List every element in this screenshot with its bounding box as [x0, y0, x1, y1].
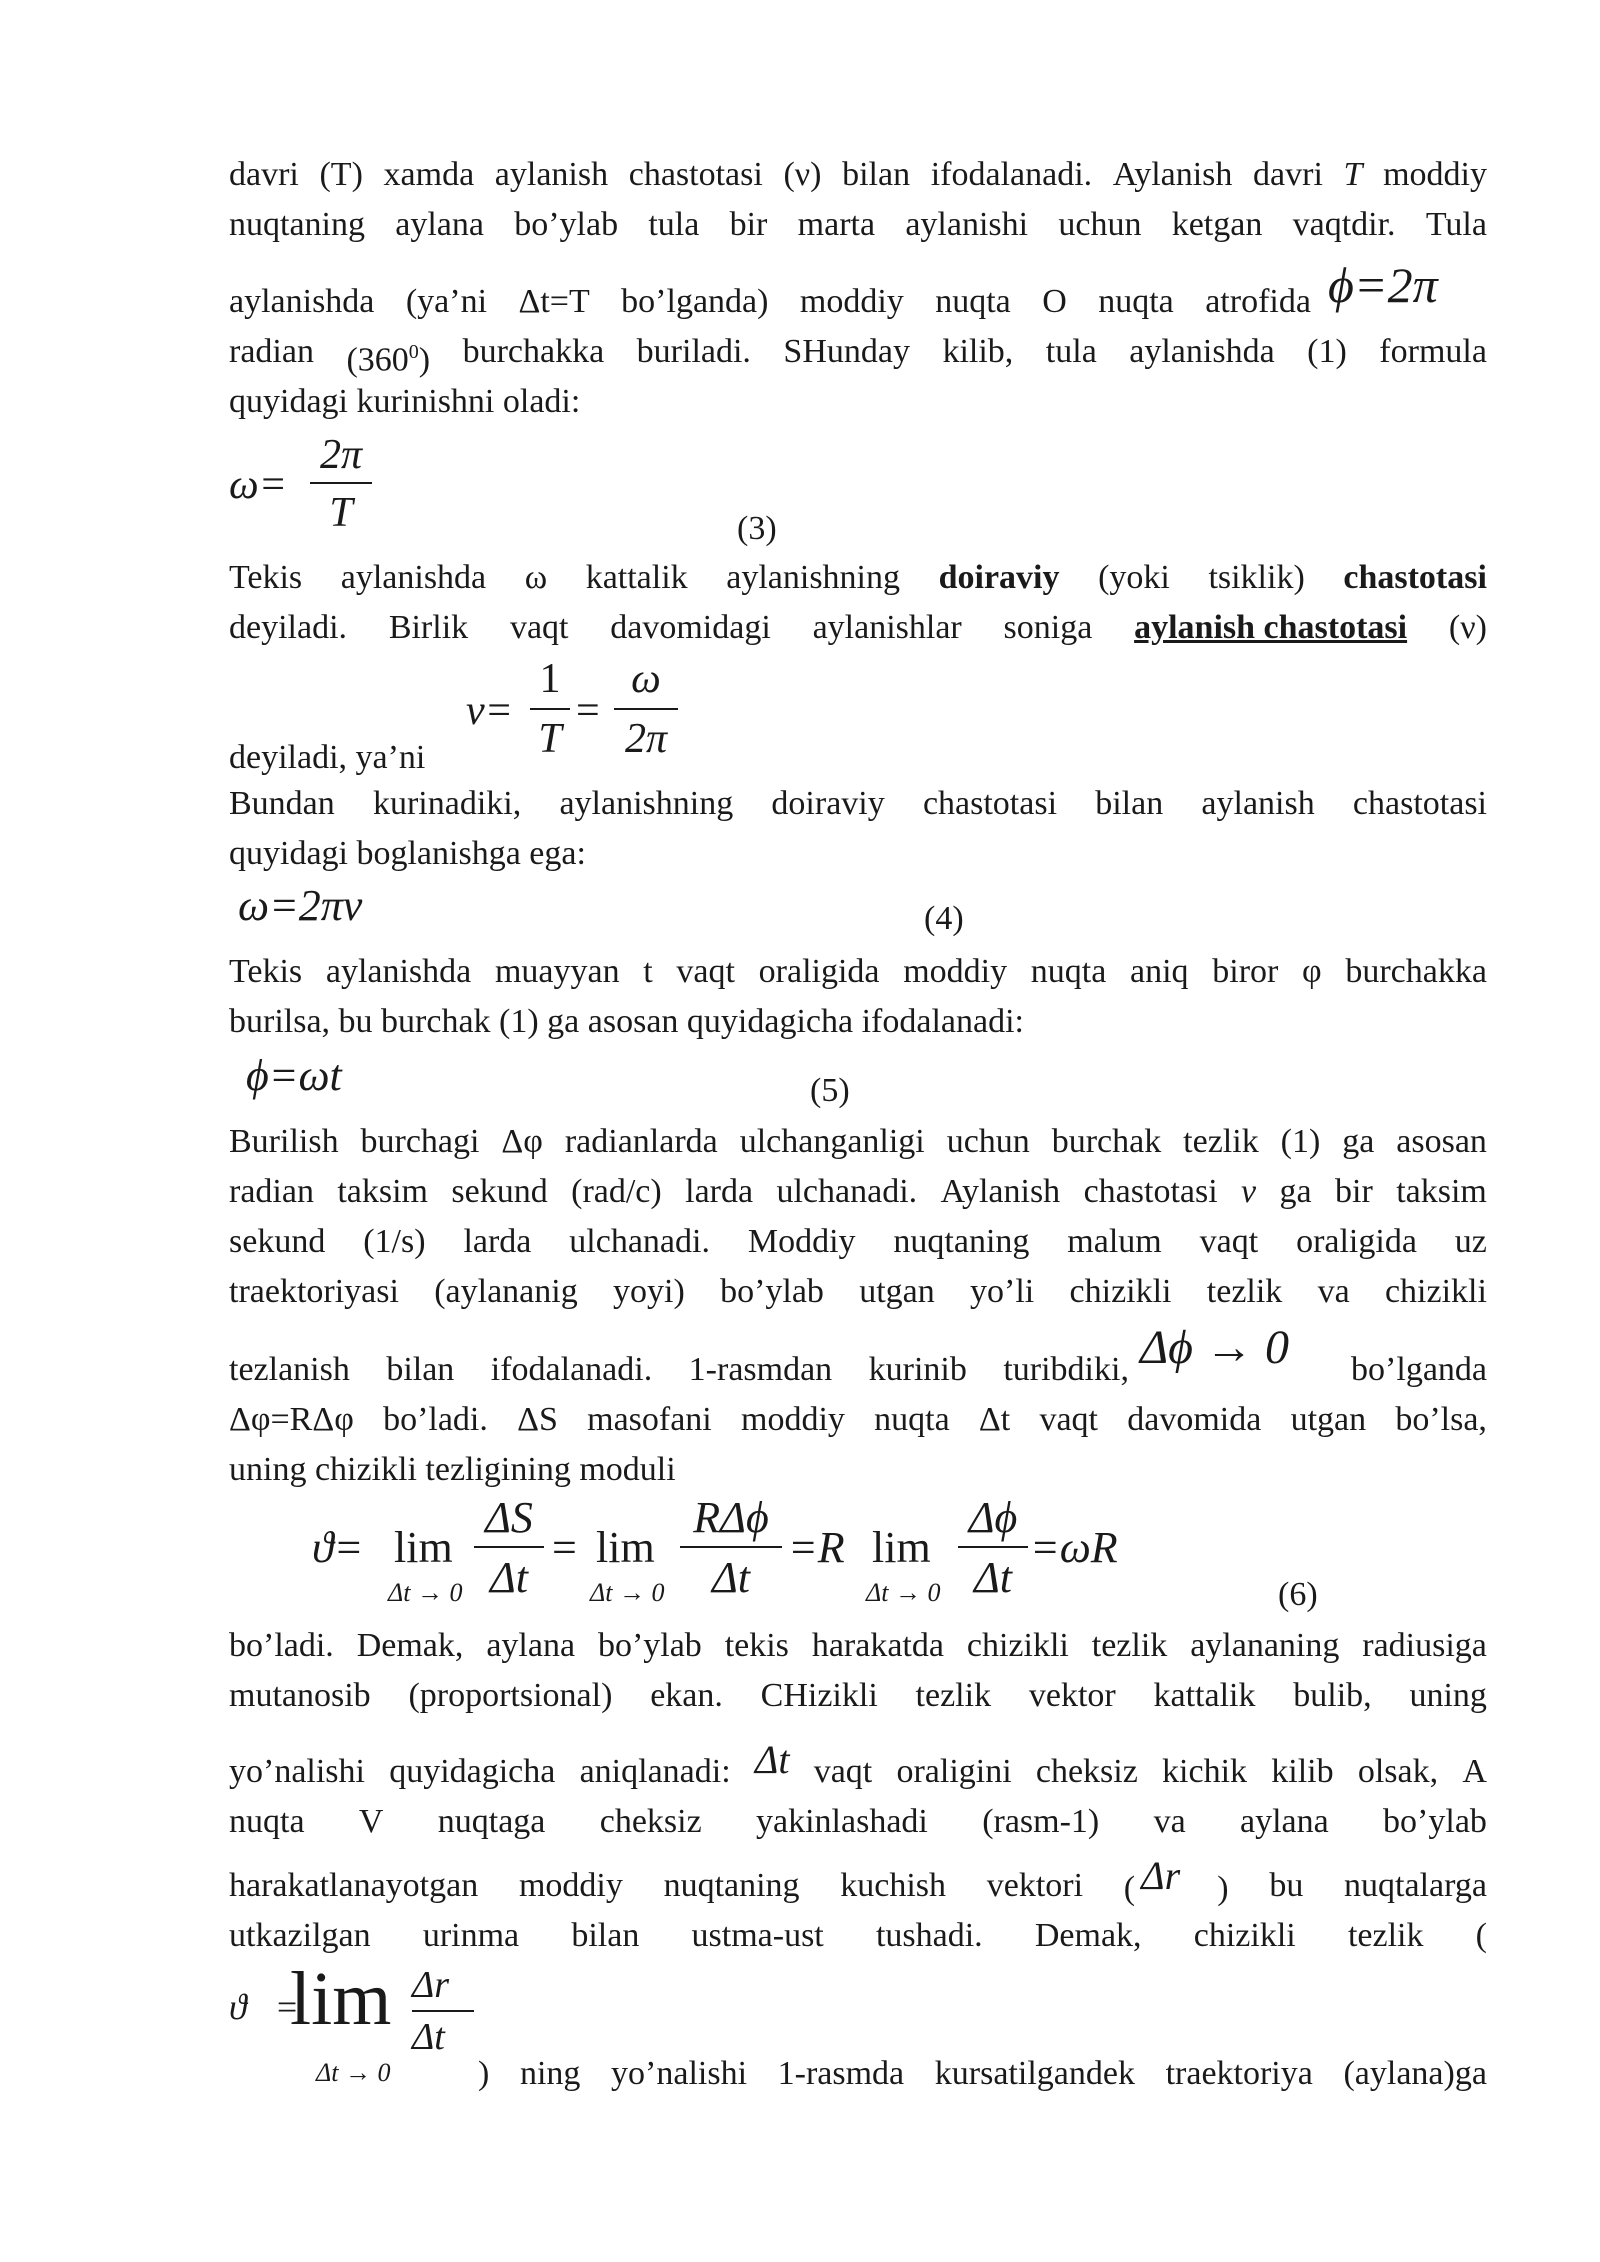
fraction-denominator: Δt [489, 1553, 529, 1602]
word: tula [1045, 333, 1097, 370]
paragraph-line [229, 1272, 1487, 1312]
lim-subscript: Δt → 0 [590, 1578, 665, 1607]
word: (1/s) [363, 1223, 426, 1260]
word: bo’lganda [1351, 1351, 1487, 1388]
equals-sign: = [552, 1523, 577, 1572]
equals-sign: = [576, 688, 600, 734]
paragraph-line [229, 608, 1487, 648]
word: Demak, [356, 1627, 464, 1664]
paragraph-line [229, 1400, 1487, 1440]
word: formula [1379, 333, 1487, 370]
word: turibdiki, [1003, 1351, 1129, 1388]
word: moddiy [799, 283, 904, 320]
equation-number: (6) [1278, 1576, 1318, 1613]
fraction-denominator: T [538, 716, 562, 762]
paragraph-line [229, 1122, 1487, 1162]
word: nuqtaning [229, 206, 365, 243]
paragraph-line [229, 1802, 1487, 1842]
fraction-numerator: ω [631, 656, 661, 702]
paragraph-line [478, 2054, 1487, 2094]
word: vaqt [1039, 1401, 1099, 1438]
word: Tekis [229, 559, 303, 596]
word: yo’nalishi [229, 1753, 365, 1790]
paragraph-line [229, 1916, 1487, 1956]
word: vaqt [509, 609, 569, 646]
equation-dphi-to-zero: Δϕ → 0 [1140, 1321, 1290, 1374]
word: chizikli [1384, 1273, 1487, 1310]
word: moddiy [903, 953, 1008, 990]
fraction-bar [614, 708, 678, 710]
word: muayyan [494, 953, 620, 990]
word: chizikli [1069, 1273, 1172, 1310]
fraction-numerator: ΔS [485, 1493, 533, 1542]
word: aniqlanadi: [579, 1753, 731, 1790]
equation-omega-lhs: ω= [229, 462, 287, 508]
word: kilib [1271, 1753, 1334, 1790]
word: Moddiy [747, 1223, 856, 1260]
word: bir [729, 206, 768, 243]
word: aylanishda [340, 559, 487, 596]
word: bu [1269, 1867, 1304, 1904]
word: ulchanganligi [739, 1123, 925, 1160]
fraction-numerator: Δϕ [968, 1493, 1018, 1542]
lim-operator: lim [290, 1957, 392, 2041]
word: uchun [946, 1123, 1030, 1160]
word: chastotasi [922, 785, 1058, 822]
word: (1) [1307, 333, 1347, 370]
word: radiusiga [1362, 1627, 1487, 1664]
fraction-bar [412, 2010, 474, 2012]
word: nuqta [874, 1401, 950, 1438]
equation-phi-2pi: ϕ=2π [1328, 257, 1438, 313]
word: va [1317, 1273, 1350, 1310]
word: Tekis [229, 953, 303, 990]
word: asosan [1396, 1123, 1487, 1160]
bold-term: chastotasi [1343, 559, 1487, 596]
word: nuqta [229, 1803, 305, 1840]
word: kattalik [1153, 1677, 1256, 1714]
word: ( Δr⃗ ) [1123, 1853, 1229, 1907]
fraction-bar [310, 482, 372, 484]
word: kilib, [942, 333, 1014, 370]
word: kursatilgandek [934, 2055, 1135, 2092]
word: (T) [319, 156, 363, 193]
word: soniga [1003, 609, 1093, 646]
word: aylanishda [325, 953, 472, 990]
word: Burilish [229, 1123, 339, 1160]
word: aylanishda [1129, 333, 1275, 370]
word: ) [478, 2055, 490, 2092]
word: harakatlanayotgan [229, 1867, 479, 1904]
equation-omega-2pinu: ω=2πν [238, 881, 363, 930]
word: utgan [1290, 1401, 1367, 1438]
word: Birlik [388, 609, 469, 646]
word: nuqtaning [663, 1867, 800, 1904]
word: tezlik [1183, 1123, 1259, 1160]
inline-symbol-dt: Δt [754, 1737, 790, 1782]
paragraph-line [229, 332, 1487, 380]
theta-lhs: ϑ= [312, 1523, 364, 1572]
word: tushadi. [875, 1917, 983, 1954]
paragraph-line [229, 282, 1311, 322]
word: kuchish [840, 1867, 947, 1904]
word: cheksiz [599, 1803, 702, 1840]
word: (rasm-1) [982, 1803, 1100, 1840]
word: masofani [587, 1401, 712, 1438]
paragraph-line [229, 1676, 1487, 1716]
word: (yoki [1098, 559, 1170, 596]
word: xamda [383, 156, 475, 193]
word: CHizikli [760, 1677, 878, 1714]
word: nuqta [1030, 953, 1107, 990]
word: davri [229, 156, 299, 193]
lim-subscript: Δt → 0 [388, 1578, 463, 1607]
word: ifodalanadi. [930, 156, 1093, 193]
word: davri [1253, 156, 1323, 193]
word: bo’ylab [1383, 1803, 1487, 1840]
word: sekund [451, 1173, 548, 1210]
fraction-bar [958, 1546, 1028, 1548]
paragraph-line [229, 1222, 1487, 1262]
word: φ [1302, 953, 1322, 990]
word: (ν) [783, 156, 822, 193]
word: taksim [1396, 1173, 1487, 1210]
word: (aylana)ga [1343, 2055, 1487, 2092]
word: Aylanish [1112, 156, 1233, 193]
word: (rad/c) [571, 1173, 662, 1210]
word: vaqt [676, 953, 735, 990]
word: moddiy [1383, 156, 1487, 193]
paragraph-line [229, 952, 1487, 992]
word: bo’ladi. [229, 1627, 334, 1664]
word: utgan [859, 1273, 935, 1310]
word: harakatda [811, 1627, 944, 1664]
equation-nu-lhs: ν= [466, 688, 513, 734]
word: va [1153, 1803, 1186, 1840]
word: uning [1409, 1677, 1487, 1714]
word: burchakka [1345, 953, 1487, 990]
word: aylanishda [229, 283, 375, 320]
word: ustma-ust [691, 1917, 824, 1954]
word: bir [1335, 1173, 1373, 1210]
fraction-denominator: T [329, 490, 353, 536]
word: bo’ladi. [383, 1401, 488, 1438]
word: burchak [1051, 1123, 1162, 1160]
word: atrofida [1205, 283, 1311, 320]
word: vaqtdir. [1292, 206, 1396, 243]
fraction-numerator: 2π [319, 432, 363, 478]
word: aylana [486, 1627, 576, 1664]
word: 1-rasmda [777, 2055, 905, 2092]
lim-operator: lim [872, 1523, 931, 1572]
word: vektor [1028, 1677, 1116, 1714]
word: aylanish [494, 156, 609, 193]
word: aylana [1240, 1803, 1329, 1840]
word: (ya’ni [405, 283, 488, 320]
word: V [358, 1803, 384, 1840]
word: davomida [1127, 1401, 1262, 1438]
word: O [1042, 283, 1067, 320]
word: Δφ=RΔφ [229, 1401, 354, 1438]
word: mutanosib [229, 1677, 371, 1714]
word: bo’ylab [720, 1273, 824, 1310]
fraction-numerator: RΔϕ [693, 1493, 769, 1542]
equals-R: =R [788, 1523, 845, 1572]
paragraph-line [229, 1737, 1487, 1792]
word: larda [463, 1223, 532, 1260]
word: $(360^0)$ [346, 341, 431, 379]
paragraph-line: uning chizikli tezligining moduli [229, 1451, 676, 1488]
word: ketgan [1171, 206, 1263, 243]
word: biror [1212, 953, 1279, 990]
word: aylananing [1190, 1627, 1340, 1664]
word: ω [524, 559, 548, 596]
word: doiraviy [771, 785, 885, 822]
word: ekan. [650, 1677, 723, 1714]
paragraph-line: burilsa, bu burchak (1) ga asosan quyidagicha ifodalanadi: [229, 1003, 1024, 1040]
word: A [1462, 1753, 1487, 1790]
word: ( [1475, 1917, 1487, 1954]
word: tula [648, 206, 700, 243]
word: Δt=T [518, 283, 590, 320]
word: ΔS [517, 1401, 558, 1438]
fraction-denominator: Δt⃗ [412, 2016, 475, 2058]
omega-R: =ωR [1030, 1523, 1118, 1572]
word: olsak, [1357, 1753, 1439, 1790]
word: tsiklik) [1208, 559, 1305, 596]
word: Δφ [501, 1123, 543, 1160]
word: quyidagicha [389, 1753, 556, 1790]
inline-symbol-nu: ν [1241, 1173, 1257, 1210]
paragraph-line: quyidagi kurinishni oladi: [229, 383, 581, 420]
word: buriladi. [636, 333, 751, 370]
paragraph-line [229, 1853, 1487, 1909]
word: uz [1454, 1223, 1487, 1260]
word: ulchanadi. [569, 1223, 710, 1260]
word: burchakka [462, 333, 605, 370]
word: vaqt [813, 1753, 873, 1790]
word: aniq [1130, 953, 1189, 990]
word: cheksiz [1035, 1753, 1138, 1790]
fraction-denominator: 2π [624, 716, 668, 762]
word: malum [1067, 1223, 1162, 1260]
word: vektori [986, 1867, 1084, 1904]
word: ning [519, 2055, 581, 2092]
word: Bundan [229, 785, 335, 822]
theta-vector-lhs: ϑ⃗= [229, 1987, 299, 2027]
word: tekis [724, 1627, 789, 1664]
word: (1) [1280, 1123, 1321, 1160]
word: oraligini [896, 1753, 1012, 1790]
word: tezlanish [229, 1351, 350, 1388]
word: yo’li [970, 1273, 1035, 1310]
word: t [643, 953, 653, 990]
paragraph-line [229, 1626, 1487, 1666]
word: bulib, [1293, 1677, 1372, 1714]
word: tezlik [1091, 1627, 1168, 1664]
paragraph-line [229, 1350, 1129, 1390]
word: davomidagi [610, 609, 771, 646]
word: Tula [1425, 206, 1487, 243]
fraction-bar [474, 1546, 544, 1548]
fraction-denominator: Δt [711, 1553, 751, 1602]
fraction-bar [680, 1546, 782, 1548]
word: traektoriyasi [229, 1273, 399, 1310]
word: Demak, [1034, 1917, 1142, 1954]
word: nuqtalarga [1344, 1867, 1487, 1904]
word: sekund [229, 1223, 326, 1260]
word: chastotasi [1352, 785, 1487, 822]
lim-operator: lim [596, 1523, 655, 1572]
word: ga [1342, 1123, 1375, 1160]
word: aylanishning [726, 559, 901, 596]
word: uchun [1058, 206, 1142, 243]
word: nuqta [935, 283, 1011, 320]
word: vaqt [1199, 1223, 1259, 1260]
inline-symbol-dr-vector: Δr⃗ [1141, 1853, 1212, 1898]
word: bo’ylab [597, 1627, 702, 1664]
word: yoyi) [613, 1273, 685, 1310]
word: taksim [337, 1173, 429, 1210]
word: Δt [978, 1401, 1011, 1438]
paragraph-line: quyidagi boglanishga ega: [229, 835, 586, 872]
word: tezlik [915, 1677, 992, 1714]
word: bo’lsa, [1395, 1401, 1487, 1438]
paragraph-line [229, 205, 1487, 245]
word: chastotasi [1083, 1173, 1218, 1210]
word: marta [797, 206, 876, 243]
word: kurinadiki, [372, 785, 522, 822]
lim-subscript: Δt → 0 [316, 2058, 391, 2087]
word: nuqtaga [437, 1803, 546, 1840]
word: (aylananig [434, 1273, 578, 1310]
word: nuqta [1098, 283, 1174, 320]
word: radian [229, 1173, 314, 1210]
word: utkazilgan [229, 1917, 371, 1954]
lim-subscript: Δt → 0 [866, 1578, 941, 1607]
equation-number: (3) [737, 510, 777, 547]
equation-number: (4) [924, 900, 964, 937]
word: yakinlashadi [756, 1803, 928, 1840]
paragraph-line [229, 155, 1487, 195]
paragraph-line [229, 1172, 1487, 1212]
word: kurinib [868, 1351, 967, 1388]
word: bilan [1095, 785, 1164, 822]
word: ulchanadi. [776, 1173, 918, 1210]
word: burchagi [360, 1123, 480, 1160]
paragraph-line: deyiladi, ya’ni [229, 739, 426, 776]
word: oraligida [1296, 1223, 1417, 1260]
fraction-numerator: Δr⃗ [412, 1964, 479, 2006]
word: bilan [842, 156, 911, 193]
superscript: 0 [408, 341, 419, 363]
word: kichik [1162, 1753, 1248, 1790]
word: radian [229, 333, 314, 370]
word: chizikli [966, 1627, 1069, 1664]
word: ga [1279, 1173, 1312, 1210]
word: aylana [395, 206, 484, 243]
word: aylanish [1201, 785, 1315, 822]
word: T [1343, 156, 1363, 193]
word: oraligida [758, 953, 880, 990]
paragraph-line [229, 558, 1487, 598]
fraction-denominator: Δt [973, 1553, 1013, 1602]
word: chastotasi [628, 156, 763, 193]
word: deyiladi. [229, 609, 348, 646]
word: SHunday [783, 333, 910, 370]
word: Aylanish [940, 1173, 1061, 1210]
word: traektoriya [1165, 2055, 1313, 2092]
bold-underlined-term: aylanish chastotasi [1134, 609, 1408, 646]
equation-number: (5) [810, 1072, 850, 1109]
word: (ν) [1448, 609, 1487, 646]
word: aylanishning [559, 785, 734, 822]
word: moddiy [518, 1867, 623, 1904]
word: tezlik [1206, 1273, 1283, 1310]
fraction-bar [530, 708, 570, 710]
word: chizikli [1193, 1917, 1296, 1954]
word: aylanishlar [812, 609, 962, 646]
word: moddiy [741, 1401, 845, 1438]
word: kattalik [585, 559, 688, 596]
word: yo’nalishi [611, 2055, 748, 2092]
bold-term: doiraviy [938, 559, 1060, 596]
word: bilan [571, 1917, 640, 1954]
word: ifodalanadi. [490, 1351, 653, 1388]
word: urinma [422, 1917, 520, 1954]
lim-operator: lim [394, 1523, 453, 1572]
word: tezlik [1347, 1917, 1424, 1954]
fraction-numerator: 1 [539, 656, 561, 702]
paragraph-line [229, 784, 1487, 824]
word: bilan [386, 1351, 455, 1388]
word: bo’ylab [514, 206, 619, 243]
word: 1-rasmdan [688, 1351, 833, 1388]
word: bo’lganda) [621, 283, 769, 320]
word: nuqtaning [893, 1223, 1030, 1260]
word: larda [685, 1173, 754, 1210]
word: (proportsional) [408, 1677, 613, 1714]
word: radianlarda [564, 1123, 718, 1160]
equation-phi-omegat: ϕ=ωt [246, 1051, 342, 1100]
word: aylanishi [905, 206, 1029, 243]
